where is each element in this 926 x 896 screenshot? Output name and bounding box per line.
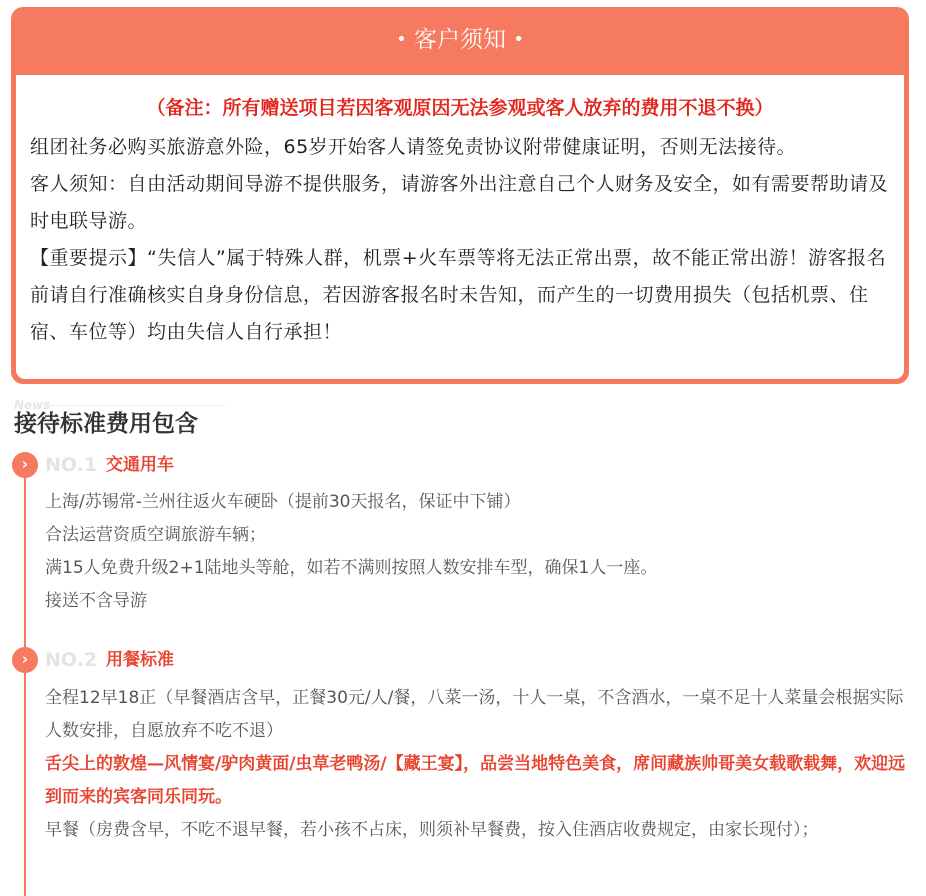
notice-paragraph: 组团社务必购买旅游意外险，65岁开始客人请签免责协议附带健康证明，否则无法接待。 xyxy=(30,136,797,158)
item-highlight: 舌尖上的敦煌—风情宴/驴肉黄面/虫草老鸭汤/【藏王宴】，品尝当地特色美食，席间藏族帅哥美女载歌载舞，欢迎远到而来的宾客同乐同玩。 xyxy=(45,754,906,807)
notice-remark: （备注：所有赠送项目若因客观原因无法参观或客人放弃的费用不退不换） xyxy=(146,97,774,119)
item-line: 全程12早18正（早餐酒店含早，正餐30元/人/餐，八菜一汤，十人一桌，不含酒水，一桌不足十人菜量会根据实际人数安排，自愿放弃不吃不退） xyxy=(45,688,904,741)
section-title: 接待标准费用包含 xyxy=(14,411,198,437)
chevron-right-icon: › xyxy=(12,452,38,478)
item-number: NO.1 xyxy=(45,454,98,476)
notice-title: 客户须知 xyxy=(414,27,506,53)
notice-paragraph: 客人须知：自由活动期间导游不提供服务，请游客外出注意自己个人财务及安全，如有需要帮助请及时电联导游。 xyxy=(30,173,889,232)
chevron-right-icon: › xyxy=(12,647,38,673)
notice-header xyxy=(11,7,909,75)
item-line: 上海/苏锡常-兰州往返火车硬卧（提前30天报名，保证中下铺） xyxy=(45,492,521,512)
bullet-dot-icon: • xyxy=(396,29,407,50)
customer-notice-card xyxy=(11,7,909,384)
item-category: 交通用车 xyxy=(106,455,174,475)
notice-body xyxy=(16,75,904,379)
timeline-line xyxy=(24,462,26,896)
item-line: 合法运营资质空调旅游车辆； xyxy=(45,525,266,545)
item-line: 满15人免费升级2+1陆地头等舱，如若不满则按照人数安排车型，确保1人一座。 xyxy=(45,558,658,578)
item-details xyxy=(45,682,915,847)
item-line: 接送不含导游 xyxy=(45,591,147,611)
item-line: 早餐（房费含早，不吃不退早餐，若小孩不占床，则须补早餐费，按入住酒店收费规定，由家长现付）； xyxy=(45,820,819,840)
section-divider xyxy=(50,405,225,406)
item-details xyxy=(45,486,915,618)
bullet-dot-icon: • xyxy=(513,29,524,50)
notice-paragraph: 【重要提示】“失信人”属于特殊人群，机票+火车票等将无法正常出票，故不能正常出游！游客报名前请自行准确核实自身身份信息，若因游客报名时未告知，而产生的一切费用损失（包括机票、住宿、车位等）均由失信人自行承担！ xyxy=(30,247,887,343)
item-category: 用餐标准 xyxy=(106,650,174,670)
section-watermark: News xyxy=(14,398,51,412)
item-number: NO.2 xyxy=(45,649,98,671)
